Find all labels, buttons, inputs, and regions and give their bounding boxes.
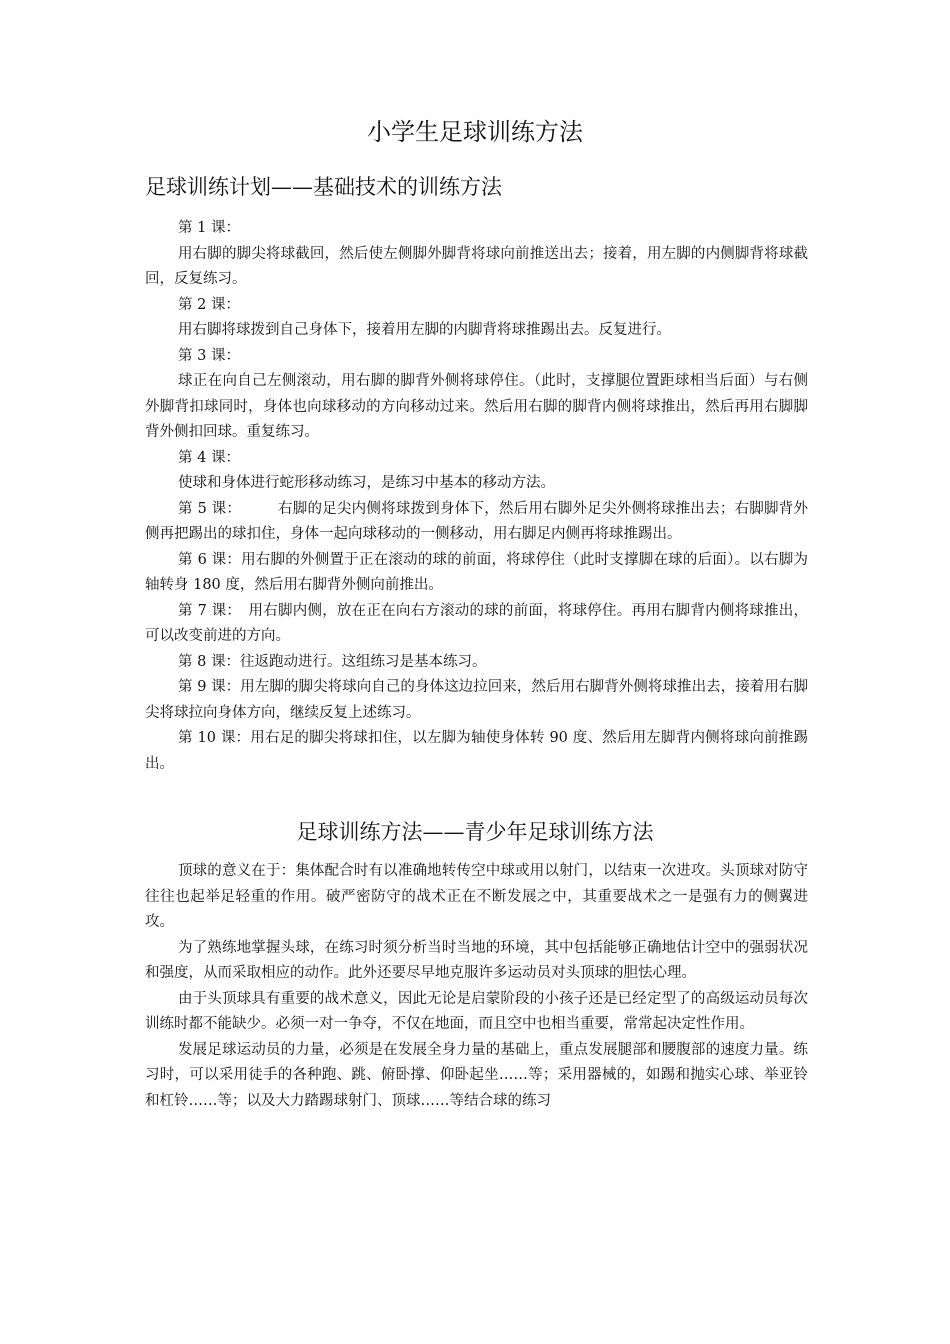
document-title: 小学生足球训练方法 <box>367 118 583 146</box>
lesson-label: 第 4 课： <box>178 449 240 466</box>
lessons-block <box>145 216 808 777</box>
lesson-text: 用右脚的脚尖将球截回，然后使左侧脚外脚背将球向前推送出去；接着，用左脚的内侧脚背将球截回，反复练习。 <box>145 245 808 287</box>
youth-training-block <box>145 859 808 1114</box>
section-heading-youth-training: 足球训练方法——青少年足球训练方法 <box>296 820 654 844</box>
lesson-label: 第 3 课： <box>178 347 240 364</box>
lesson-text: 第 10 课：用右足的脚尖将球扣住，以左脚为轴使身体转 90 度、然后用左脚背内侧将球向前推踢出。 <box>145 730 808 772</box>
lesson-text: 球正在向自己左侧滚动，用右脚的脚背外侧将球停住。（此时，支撑腿位置距球相当后面）与右侧外脚背扣球同时，身体也向球移动的方向移动过来。然后用右脚的脚背内侧将球推出，然后再用右脚脚背外侧扣回球。重复练习。 <box>145 373 808 440</box>
body-paragraph: 发展足球运动员的力量，必须是在发展全身力量的基础上，重点发展腿部和腰腹部的速度力量。练习时，可以采用徒手的各种跑、跳、俯卧撑、仰卧起坐……等；采用器械的，如踢和抛实心球、举亚铃和杠铃……等；以及大力踏踢球射门、顶球……等结合球的练习 <box>145 1041 808 1109</box>
lesson-text: 第 5 课： 右脚的足尖内侧将球拨到身体下，然后用右脚外足尖外侧将球推出去；右脚脚背外侧再把踢出的球扣住，身体一起向球移动的一侧移动，用右脚足内侧再将球推踢出。 <box>145 500 808 542</box>
lesson-label: 第 2 课： <box>178 296 240 313</box>
body-paragraph: 为了熟练地掌握头球，在练习时须分析当时当地的环境，其中包括能够正确地估计空中的强弱状况和强度，从而采取相应的动作。此外还要尽早地克服许多运动员对头顶球的胆怯心理。 <box>145 939 808 981</box>
body-paragraph: 由于头顶球具有重要的战术意义，因此无论是启蒙阶段的小孩子还是已经定型了的高级运动员每次训练时都不能缺少。必须一对一争夺，不仅在地面，而且空中也相当重要，常常起决定性作用。 <box>145 990 808 1032</box>
lesson-text: 第 9 课：用左脚的脚尖将球向自己的身体这边拉回来，然后用右脚背外侧将球推出去，接着用右脚尖将球拉向身体方向，继续反复上述练习。 <box>145 679 808 721</box>
section-heading-basic-technique: 足球训练计划——基础技术的训练方法 <box>145 175 502 199</box>
lesson-text: 用右脚将球拨到自己身体下，接着用左脚的内脚背将球推踢出去。反复进行。 <box>178 322 671 338</box>
body-paragraph: 顶球的意义在于：集体配合时有以准确地转传空中球或用以射门，以结束一次进攻。头顶球对防守往往也起举足轻重的作用。破严密防守的战术正在不断发展之中，其重要战术之一是强有力的侧翼进攻。 <box>145 863 808 930</box>
lesson-text: 第 7 课： 用右脚内侧，放在正在向右方滚动的球的前面，将球停住。再用右脚背内侧将球推出，可以改变前进的方向。 <box>145 602 808 644</box>
lesson-text: 第 8 课：往返跑动进行。这组练习是基本练习。 <box>178 653 487 670</box>
lesson-text: 第 6 课：用右脚的外侧置于正在滚动的球的前面，将球停住（此时支撑脚在球的后面）。以右脚为轴转身 180 度，然后用右脚背外侧向前推出。 <box>145 551 808 593</box>
lesson-text: 使球和身体进行蛇形移动练习，是练习中基本的移动方法。 <box>178 475 555 491</box>
lesson-label: 第 1 课： <box>178 220 240 236</box>
